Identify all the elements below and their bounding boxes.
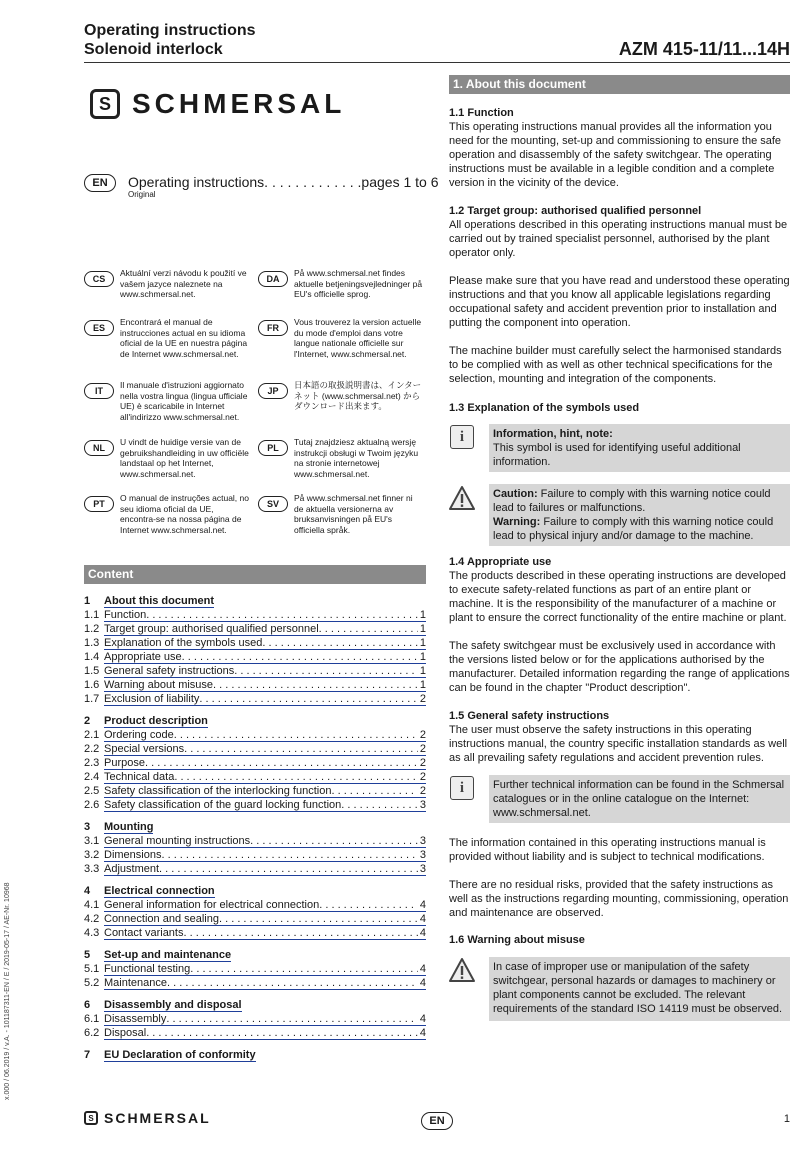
- lang-badge-sv: SV: [258, 496, 288, 512]
- section-1-2: [449, 204, 790, 386]
- toc-entry-page: 1: [419, 665, 426, 677]
- toc-leader-dots: [319, 898, 418, 911]
- toc-section-number: 5: [84, 949, 91, 961]
- toc-section: [84, 1048, 426, 1062]
- toc-section-title[interactable]: Product description: [104, 715, 208, 727]
- lang-badge-pl: PL: [258, 440, 288, 456]
- model-number: AZM 415-11/11...14H: [618, 39, 790, 59]
- warning-triangle-icon: [448, 485, 476, 511]
- toc-leader-dots: [166, 1012, 418, 1025]
- toc-section-heading[interactable]: [84, 948, 426, 962]
- toc-entry[interactable]: [84, 848, 426, 862]
- toc-section-heading[interactable]: [84, 820, 426, 834]
- document-code: x.000 / 06.2019 / v.A. - 101187311-EN / E / 2019-05-17 / AE-Nr. 10968: [4, 882, 11, 1100]
- lang-badge-jp: JP: [258, 383, 288, 399]
- toc-section-heading[interactable]: [84, 884, 426, 898]
- toc-section-title[interactable]: Set-up and maintenance: [104, 949, 232, 961]
- toc-entry-label: Ordering code: [104, 729, 174, 741]
- logo-mark-icon: S: [90, 89, 120, 119]
- toc-entry-page: 4: [419, 1013, 426, 1025]
- toc-entry-number: 1.3: [84, 637, 100, 649]
- page-number: 1: [783, 1113, 790, 1125]
- toc-entry[interactable]: [84, 834, 426, 848]
- toc-entry-number: 5.1: [84, 963, 100, 975]
- toc-section-title[interactable]: EU Declaration of conformity: [104, 1049, 256, 1061]
- toc-leader-dots: [234, 664, 418, 677]
- toc-entry-link[interactable]: [104, 862, 426, 876]
- toc-entry-link[interactable]: [104, 834, 426, 848]
- toc-section-title[interactable]: Electrical connection: [104, 885, 215, 897]
- toc-entry-label: Adjustment: [104, 863, 160, 875]
- toc-entry-link[interactable]: [104, 770, 426, 784]
- language-line-sub: Original: [128, 190, 156, 199]
- lang-badge-es: ES: [84, 320, 114, 336]
- toc-entry-page: 1: [419, 651, 426, 663]
- toc-leader-dots: [145, 756, 418, 769]
- toc-leader-dots: [219, 912, 418, 925]
- toc-section-number: 1: [84, 595, 91, 607]
- toc-entry-link[interactable]: [104, 650, 426, 664]
- heading-1-5: 1.5 General safety instructions: [449, 710, 610, 722]
- toc-entry-link[interactable]: [104, 926, 426, 940]
- toc-entry-number: 3.3: [84, 863, 100, 875]
- toc-entry-number: 4.1: [84, 899, 100, 911]
- lang-badge-nl: NL: [84, 440, 114, 456]
- info-icon: i: [450, 776, 474, 800]
- toc-section-heading[interactable]: [84, 594, 426, 608]
- toc-entry[interactable]: [84, 756, 426, 770]
- lang-text-cs: Aktuální verzi návodu k použití ve vašem jazyce naleznete na www.schmersal.net.: [120, 268, 247, 299]
- toc-entry-link[interactable]: [104, 692, 426, 706]
- caution-line: [493, 487, 786, 515]
- text-1-5a: The user must observe the safety instructions in this operating instructions manual, the country specific installation standards as well as all prevailing safety regulations and accident prevention rules.: [449, 724, 788, 764]
- toc-entry-number: 1.5: [84, 665, 100, 677]
- section-heading: 1. About this document: [449, 75, 790, 94]
- toc-section: [84, 714, 426, 812]
- toc-entry-page: 2: [419, 785, 426, 797]
- toc-entry-page: 2: [419, 729, 426, 741]
- toc-entry-page: 2: [419, 757, 426, 769]
- toc-section-number: 3: [84, 821, 91, 833]
- toc-entry-page: 1: [419, 609, 426, 621]
- toc-entry-link[interactable]: [104, 848, 426, 862]
- toc-entry-label: Disposal: [104, 1027, 147, 1039]
- toc-entry-page: 4: [419, 963, 426, 975]
- toc-entry-link[interactable]: [104, 1026, 426, 1040]
- toc-section-number: 6: [84, 999, 91, 1011]
- toc-section-title[interactable]: Disassembly and disposal: [104, 999, 242, 1011]
- toc-section-number: 2: [84, 715, 91, 727]
- footer-logo: [84, 1110, 211, 1126]
- lang-text-jp: 日本語の取扱説明書は、インターネット (www.schmersal.net) からダウンロード出来ます。: [294, 380, 422, 411]
- toc-entry[interactable]: [84, 692, 426, 706]
- lang-text-pl: Tutaj znajdziesz aktualną wersję instrukcji obsługi w Twoim języku na stronie internetowej www.schmersal.net.: [294, 437, 419, 479]
- toc-entry-label: Safety classification of the interlocking function: [104, 785, 332, 797]
- heading-1-2: 1.2 Target group: authorised qualified personnel: [449, 205, 702, 217]
- section-1-5-cont: [449, 836, 790, 920]
- info-note-text: This symbol is used for identifying useful additional information.: [493, 442, 741, 468]
- section-1-5: [449, 709, 790, 765]
- content-heading: Content: [84, 565, 426, 584]
- toc-leader-dots: [174, 728, 418, 741]
- toc-section-heading[interactable]: [84, 1048, 426, 1062]
- toc-entry[interactable]: [84, 862, 426, 876]
- toc-entry-link[interactable]: [104, 912, 426, 926]
- toc-leader-dots: [159, 862, 418, 875]
- section-1-4: [449, 555, 790, 695]
- toc-leader-dots: [341, 798, 418, 811]
- toc-leader-dots: [331, 784, 418, 797]
- lang-text-da: På www.schmersal.net findes aktuelle betjeningsvejledninger på EU's officielle sprog.: [294, 268, 423, 299]
- toc-entry-label: Appropriate use: [104, 651, 182, 663]
- toc-entry-label: Special versions: [104, 743, 185, 755]
- toc-entry-page: 4: [419, 927, 426, 939]
- lang-badge-fr: FR: [258, 320, 288, 336]
- lang-text-it: Il manuale d'istruzioni aggiornato nella vostra lingua (lingua ufficiale UE) è scaricabile in Internet all'indirizzo www.schmersal.net.: [120, 380, 248, 422]
- caution-note-box: [489, 484, 790, 546]
- toc-leader-dots: [146, 608, 418, 621]
- title-line-1: Operating instructions: [84, 22, 256, 39]
- toc-entry-page: 2: [419, 771, 426, 783]
- text-1-4b: The safety switchgear must be exclusively used in accordance with the versions listed below or for the applications authorised by the manufacturer. Detailed information regarding the range of applications can be found in the chapter "Product description".: [449, 640, 790, 694]
- lang-text-fr: Vous trouverez la version actuelle du mode d'emploi dans votre langue nationale officielle sur l'Internet, www.schmersal.net.: [294, 317, 422, 359]
- toc-leader-dots: [319, 622, 418, 635]
- lang-text-nl: U vindt de huidige versie van de gebruikshandleiding in uw officiële landstaal op het Internet, www.schmersal.net.: [120, 437, 249, 479]
- toc-entry-number: 2.2: [84, 743, 100, 755]
- lang-text-es: Encontrará el manual de instrucciones actual en su idioma oficial de la UE en nuestra página de Internet www.schmersal.net.: [120, 317, 248, 359]
- toc-section-heading[interactable]: [84, 998, 426, 1012]
- info-icon: i: [450, 425, 474, 449]
- lang-badge-cs: CS: [84, 271, 114, 287]
- lang-badge-pt: PT: [84, 496, 114, 512]
- toc-entry-link[interactable]: [104, 622, 426, 636]
- toc-entry-label: General information for electrical connection: [104, 899, 320, 911]
- heading-1-6: 1.6 Warning about misuse: [449, 934, 585, 946]
- header-divider: [84, 62, 790, 63]
- toc-leader-dots: [262, 636, 418, 649]
- toc-entry-link[interactable]: [104, 728, 426, 742]
- toc-entry-page: 3: [419, 849, 426, 861]
- toc-entry-page: 2: [419, 693, 426, 705]
- toc-leader-dots: [146, 1026, 418, 1039]
- section-1-1: [449, 106, 790, 190]
- toc-section: [84, 820, 426, 876]
- document-title: [84, 21, 256, 59]
- title-line-2: Solenoid interlock: [84, 41, 223, 58]
- caution-text: Failure to comply with this warning notice could lead to failures or malfunctions.: [493, 488, 771, 514]
- info-note-box: [489, 424, 790, 472]
- info-note-2-text: Further technical information can be found in the Schmersal catalogues or in the online catalogue on the Internet: www.schmersal.net.: [493, 779, 785, 819]
- toc-entry-number: 2.3: [84, 757, 100, 769]
- toc-entry-label: General mounting instructions: [104, 835, 251, 847]
- toc-entry-number: 4.2: [84, 913, 100, 925]
- toc-leader-dots: [184, 742, 418, 755]
- toc-entry[interactable]: [84, 728, 426, 742]
- toc-entry-page: 3: [419, 863, 426, 875]
- toc-entry-link[interactable]: [104, 742, 426, 756]
- toc-entry-number: 6.1: [84, 1013, 100, 1025]
- text-1-1: This operating instructions manual provides all the information you need for the mounting, set-up and commissioning to ensure the safe operation and disassembly of the safety switchgear. The operating instructions must be available in a legible condition and a complete version in the vicinity of the device.: [449, 121, 782, 189]
- toc-entry[interactable]: [84, 636, 426, 650]
- toc-entry-number: 6.2: [84, 1027, 100, 1039]
- toc-entry[interactable]: [84, 650, 426, 664]
- toc-entry-number: 2.4: [84, 771, 100, 783]
- schmersal-logo: [90, 88, 345, 120]
- text-1-2a: All operations described in this operating instructions manual must be carried out by trained specialist personnel, authorised by the plant operator only.: [449, 219, 788, 259]
- toc-entry-label: Disassembly: [104, 1013, 167, 1025]
- toc-entry-link[interactable]: [104, 664, 426, 678]
- toc-entry-page: 2: [419, 743, 426, 755]
- toc-entry-link[interactable]: [104, 962, 426, 976]
- toc-leader-dots: [183, 926, 418, 939]
- text-1-4a: The products described in these operating instructions are developed to execute safety-related functions as part of an entire plant or machine. It is the responsibility of the manufacturer of a machine or plant to ensure the correct functionality of the entire machine or plant.: [449, 570, 787, 624]
- toc-entry-link[interactable]: [104, 608, 426, 622]
- warning-line: [493, 515, 786, 543]
- caution-label: Caution:: [493, 488, 538, 500]
- toc-entry-number: 1.2: [84, 623, 100, 635]
- language-badge-en: EN: [84, 174, 116, 192]
- toc-entry-number: 2.6: [84, 799, 100, 811]
- toc-entry-number: 3.1: [84, 835, 100, 847]
- toc-entry-page: 1: [419, 679, 426, 691]
- text-1-2c: The machine builder must carefully select the harmonised standards to be complied with as well as other technical specifications for the selection, mounting and integration of the components.: [449, 345, 782, 385]
- toc-entry[interactable]: [84, 976, 426, 990]
- toc-entry[interactable]: [84, 926, 426, 940]
- toc-entry-label: Functional testing: [104, 963, 191, 975]
- table-of-contents: [84, 594, 426, 1070]
- toc-entry[interactable]: [84, 770, 426, 784]
- toc-entry-label: Technical data: [104, 771, 175, 783]
- text-1-2b: Please make sure that you have read and understood these operating instructions and that you know all applicable legislations regarding occupational safety and accident prevention prior to installation and putting the component into operation.: [449, 275, 790, 329]
- toc-entry[interactable]: [84, 664, 426, 678]
- footer-logo-text: SCHMERSAL: [104, 1110, 211, 1126]
- toc-entry-page: 4: [419, 1027, 426, 1039]
- toc-section: [84, 948, 426, 990]
- info-note-title: Information, hint, note:: [493, 428, 613, 440]
- toc-entry-label: Target group: authorised qualified personnel: [104, 623, 319, 635]
- warning-text: Failure to comply with this warning notice could lead to physical injury and/or damage to the machine.: [493, 516, 774, 542]
- toc-entry-page: 4: [419, 913, 426, 925]
- toc-entry[interactable]: [84, 742, 426, 756]
- toc-section: [84, 998, 426, 1040]
- toc-entry-number: 3.2: [84, 849, 100, 861]
- toc-entry-number: 1.6: [84, 679, 100, 691]
- toc-entry-number: 1.1: [84, 609, 100, 621]
- language-grid: [84, 268, 426, 548]
- toc-entry[interactable]: [84, 678, 426, 692]
- toc-section-number: 4: [84, 885, 91, 897]
- toc-entry[interactable]: [84, 784, 426, 798]
- language-line-text: Operating instructions. . . . . . . . . . . . .pages 1 to 6: [128, 174, 439, 190]
- toc-entry[interactable]: [84, 608, 426, 622]
- toc-entry-number: 2.5: [84, 785, 100, 797]
- toc-entry-page: 4: [419, 899, 426, 911]
- toc-entry-page: 3: [419, 835, 426, 847]
- toc-section-number: 7: [84, 1049, 91, 1061]
- toc-section-heading[interactable]: [84, 714, 426, 728]
- toc-section: [84, 594, 426, 706]
- toc-entry-link[interactable]: [104, 756, 426, 770]
- toc-entry-number: 2.1: [84, 729, 100, 741]
- toc-leader-dots: [182, 650, 418, 663]
- toc-section: [84, 884, 426, 940]
- toc-entry-page: 3: [419, 799, 426, 811]
- toc-entry-link[interactable]: [104, 678, 426, 692]
- toc-entry-label: Safety classification of the guard locking function: [104, 799, 342, 811]
- toc-entry-label: Contact variants: [104, 927, 184, 939]
- footer-language-badge: EN: [421, 1112, 453, 1130]
- toc-leader-dots: [161, 848, 418, 861]
- text-1-5c: There are no residual risks, provided that the safety instructions as well as the instructions regarding mounting, commissioning, operation and maintenance are observed.: [449, 879, 789, 919]
- toc-entry[interactable]: [84, 1012, 426, 1026]
- toc-leader-dots: [213, 678, 418, 691]
- toc-entry-link[interactable]: [104, 798, 426, 812]
- toc-entry[interactable]: [84, 1026, 426, 1040]
- logo-text: SCHMERSAL: [132, 88, 346, 119]
- toc-entry-link[interactable]: [104, 976, 426, 990]
- lang-text-sv: På www.schmersal.net finner ni de aktuella versionerna av bruksanvisningen på EU's officiella språk.: [294, 493, 413, 535]
- toc-entry-number: 1.7: [84, 693, 100, 705]
- toc-entry-label: Connection and sealing: [104, 913, 219, 925]
- heading-1-4: 1.4 Appropriate use: [449, 556, 552, 568]
- toc-entry-link[interactable]: [104, 636, 426, 650]
- text-1-5b: The information contained in this operating instructions manual is provided without liability and is subject to technical modifications.: [449, 837, 766, 863]
- toc-entry[interactable]: [84, 898, 426, 912]
- toc-entry-number: 1.4: [84, 651, 100, 663]
- toc-entry[interactable]: [84, 962, 426, 976]
- toc-section-title[interactable]: Mounting: [104, 821, 154, 833]
- toc-section-title[interactable]: About this document: [104, 595, 214, 607]
- toc-entry-label: Dimensions: [104, 849, 162, 861]
- toc-entry-label: Maintenance: [104, 977, 167, 989]
- toc-entry-label: Function: [104, 609, 147, 621]
- toc-entry-number: 5.2: [84, 977, 100, 989]
- toc-entry[interactable]: [84, 798, 426, 812]
- toc-leader-dots: [167, 976, 418, 989]
- toc-leader-dots: [199, 692, 418, 705]
- lang-badge-da: DA: [258, 271, 288, 287]
- toc-entry[interactable]: [84, 622, 426, 636]
- toc-entry-number: 4.3: [84, 927, 100, 939]
- toc-entry-link[interactable]: [104, 1012, 426, 1026]
- lang-badge-it: IT: [84, 383, 114, 399]
- misuse-note-text: In case of improper use or manipulation of the safety switchgear, personal hazards or damages to machinery or plant components cannot be excluded. The relevant requirements of the standard ISO 14119 must be observed.: [493, 961, 783, 1015]
- toc-entry-label: Explanation of the symbols used: [104, 637, 263, 649]
- misuse-note-box: [489, 957, 790, 1021]
- toc-entry-label: General safety instructions: [104, 665, 235, 677]
- heading-1-3: 1.3 Explanation of the symbols used: [449, 402, 640, 414]
- toc-leader-dots: [250, 834, 418, 847]
- info-note-box-2: [489, 775, 790, 823]
- toc-leader-dots: [190, 962, 418, 975]
- toc-entry-page: 1: [419, 637, 426, 649]
- toc-leader-dots: [174, 770, 418, 783]
- toc-entry-page: 1: [419, 623, 426, 635]
- toc-entry-page: 4: [419, 977, 426, 989]
- toc-entry-label: Warning about misuse: [104, 679, 214, 691]
- heading-1-1: 1.1 Function: [449, 107, 514, 119]
- lang-text-pt: O manual de instruções actual, no seu idioma oficial da UE, encontra-se na nossa página de Internet www.schmersal.net.: [120, 493, 249, 535]
- warning-label: Warning:: [493, 516, 541, 528]
- toc-entry-link[interactable]: [104, 898, 426, 912]
- warning-triangle-icon: [448, 957, 476, 983]
- toc-entry-label: Purpose: [104, 757, 145, 769]
- toc-entry[interactable]: [84, 912, 426, 926]
- toc-entry-link[interactable]: [104, 784, 426, 798]
- footer-logo-mark-icon: S: [84, 1111, 98, 1125]
- toc-entry-label: Exclusion of liability: [104, 693, 200, 705]
